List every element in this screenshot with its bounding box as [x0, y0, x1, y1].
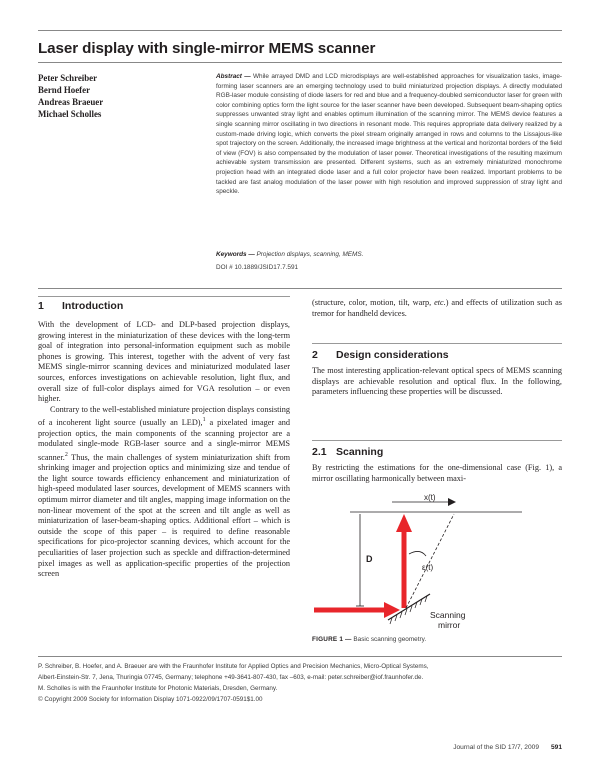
- keywords: [216, 250, 562, 260]
- abstract-text: While arrayed DMD and LCD microdisplays are well-established approaches for visualization tasks, image-forming laser scanners are an emerging technology used to build miniaturized projection displays. A directly modulated RGB-laser module consisting of diode lasers for red and blue and a frequency-doubled semiconductor laser for green with color combining optics form the light source for the laser scanner have been developed. Subsequent beam-shaping optics suppresses unwanted stray light and enables optimum illumination of the scanning mirror. The MEMS device features a single scanning mirror oscillating in two directions in resonant mode. This requires appropriate data delivery realized by a custom-made driving logic, which converts the pixel stream originally arranged in rows and columns to the Lissajous-like spot trajectory on the screen. Additionally, the increased image brightness at the vertical and horizontal borders of the field of view (FOV) is also compensated by the modulation of laser power. Theoretical investigations of the resulting maximum achievable system transmission are presented. Different systems, such as an extremely miniaturized monochrome projection head with an integrated diode laser and a full color projector have been realized. Important problems to be tackled are fast analog modulation of the laser power with high resolution and improved suppression of stray light and speckle.: [216, 73, 562, 196]
- section-title: Scanning: [336, 446, 384, 458]
- footnote-line: P. Schreiber, B. Hoefer, and A. Braeuer are with the Fraunhofer Institute for Applied Optics and Precision Mechanics, Micro-Optical Systems,: [38, 663, 429, 670]
- text-run: ) and effects of utilization such as tremor for handheld devices.: [312, 298, 562, 318]
- section-heading-introduction: [38, 300, 123, 312]
- abstract-label: Abstract —: [216, 73, 251, 80]
- text-run: Thus, the main challenges of system miniaturization shift from shrinking imager and projection optics and minimizing size and tendue of the light source towards efficiency enhancement and miniaturization of high-speed modulated laser sources, development of MEMS scanners with optimum mirror diameter and tilt angles, mapping image information on the non-linear movement of the spot at the screen and tilt angle as well as miniaturization of laser-beam-shaping optics. Additional effort – which is outside the scope of this paper – is required to define reasonable specifications for pico-projector scanning devices, which account for the peculiarities of laser projection such as speckle and diffraction-determined pixel images as well as application-specific properties of the projection screen: [38, 452, 290, 579]
- mirror-label-line1: Scanning: [430, 610, 466, 620]
- scanning-mirror: [388, 594, 430, 620]
- section-title: Design considerations: [336, 349, 449, 361]
- section-rule: [312, 343, 562, 344]
- section-heading-design: [312, 349, 449, 361]
- page-footer: [453, 744, 562, 751]
- figure-caption: [312, 636, 426, 643]
- doi: DOI # 10.1889/JSID17.7.591: [216, 264, 299, 271]
- angle-arc: [409, 551, 426, 556]
- section-number: 1: [38, 300, 44, 312]
- section-number: 2: [312, 349, 318, 361]
- x-label: x(t): [424, 493, 436, 502]
- author-affiliations: [38, 661, 562, 705]
- figure-1-scanning-geometry: [312, 490, 562, 630]
- scanning-body: [312, 463, 562, 484]
- text-run: etc.: [434, 298, 446, 307]
- design-body: [312, 366, 562, 398]
- author-list: [38, 72, 203, 120]
- paragraph: With the development of LCD- and DLP-based projection displays, growing interest in the miniaturization of these devices with the long-term goal of integration into personal-information equipment such as mobile phones is growing. This interest, together with the advent of very fast MEMS single-mirror scanning devices and miniaturized modulated laser sources, enforces investigations on achievable resolution, light flux, and overall size of full-color displays aimed for VGA resolution – or even higher.: [38, 320, 290, 404]
- keywords-text: Projection displays, scanning, MEMS.: [256, 251, 364, 258]
- abstract: [216, 72, 562, 197]
- footnote-line: M. Scholles is with the Fraunhofer Institute for Photonic Materials, Dresden, Germany.: [38, 685, 278, 692]
- text-run: (structure, color, motion, tilt, warp,: [312, 298, 435, 307]
- citation-ref: 2: [64, 451, 68, 458]
- paragraph: The most interesting application-relevant optical specs of MEMS scanning displays are achievable resolution and optical flux. In the following, parameters influencing these properties will be discussed.: [312, 366, 562, 397]
- title-rule: [38, 62, 562, 63]
- section-title: Introduction: [62, 300, 124, 312]
- text-run: a pixelated imager and projection optics, the main components of the scanning projector are a modulated single-mode RGB-laser source and a single-mirror MEMS scanner.: [38, 418, 290, 462]
- section-rule: [312, 440, 562, 441]
- author-name: Peter Schreiber: [38, 73, 98, 83]
- introduction-body: [38, 320, 290, 580]
- journal-citation: Journal of the SID 17/7, 2009: [453, 744, 539, 751]
- section-number: 2.1: [312, 446, 327, 458]
- page-number: 591: [550, 744, 562, 751]
- top-rule: [38, 30, 562, 31]
- introduction-continuation: [312, 298, 562, 319]
- copyright-line: © Copyright 2009 Society for Information Display 1071-0922/09/1707-0591$1.00: [38, 696, 263, 703]
- incoming-beam-arrowhead: [384, 602, 400, 618]
- footnote-line: Albert-Einstein-Str. 7, Jena, Thuringia 07745, Germany; telephone +49-3641-807-430, fax –603, e-mail: peter.schreiber@iof.fraunhofer.de.: [38, 674, 424, 681]
- author-name: Bernd Hoefer: [38, 85, 91, 95]
- reflected-beam-arrowhead: [396, 514, 412, 532]
- paragraph: By restricting the estimations for the one-dimensional case (Fig. 1), a mirror oscillating harmonically between maxi-: [312, 463, 562, 483]
- footnote-rule: [38, 656, 562, 657]
- deflected-beam: [406, 514, 454, 608]
- text-run: Contrary to the well-established miniature projection displays consisting of a incoherent light source (usually an LED),: [38, 404, 290, 428]
- paper-title: Laser display with single-mirror MEMS scanner: [38, 40, 376, 57]
- caption-text: Basic scanning geometry.: [353, 636, 427, 643]
- paragraph: [312, 298, 562, 319]
- author-name: Andreas Braeuer: [38, 97, 104, 107]
- mirror-label-line2: mirror: [438, 620, 461, 630]
- citation-ref: 1: [202, 417, 206, 424]
- paragraph: [38, 405, 290, 580]
- author-name: Michael Scholles: [38, 109, 102, 119]
- keywords-label: Keywords —: [216, 251, 255, 258]
- d-label: D: [366, 554, 373, 564]
- caption-label: FIGURE 1 —: [312, 636, 352, 643]
- section-heading-scanning: [312, 446, 383, 458]
- header-rule: [38, 288, 562, 289]
- section-rule: [38, 296, 290, 297]
- angle-label: ε(t): [422, 563, 434, 572]
